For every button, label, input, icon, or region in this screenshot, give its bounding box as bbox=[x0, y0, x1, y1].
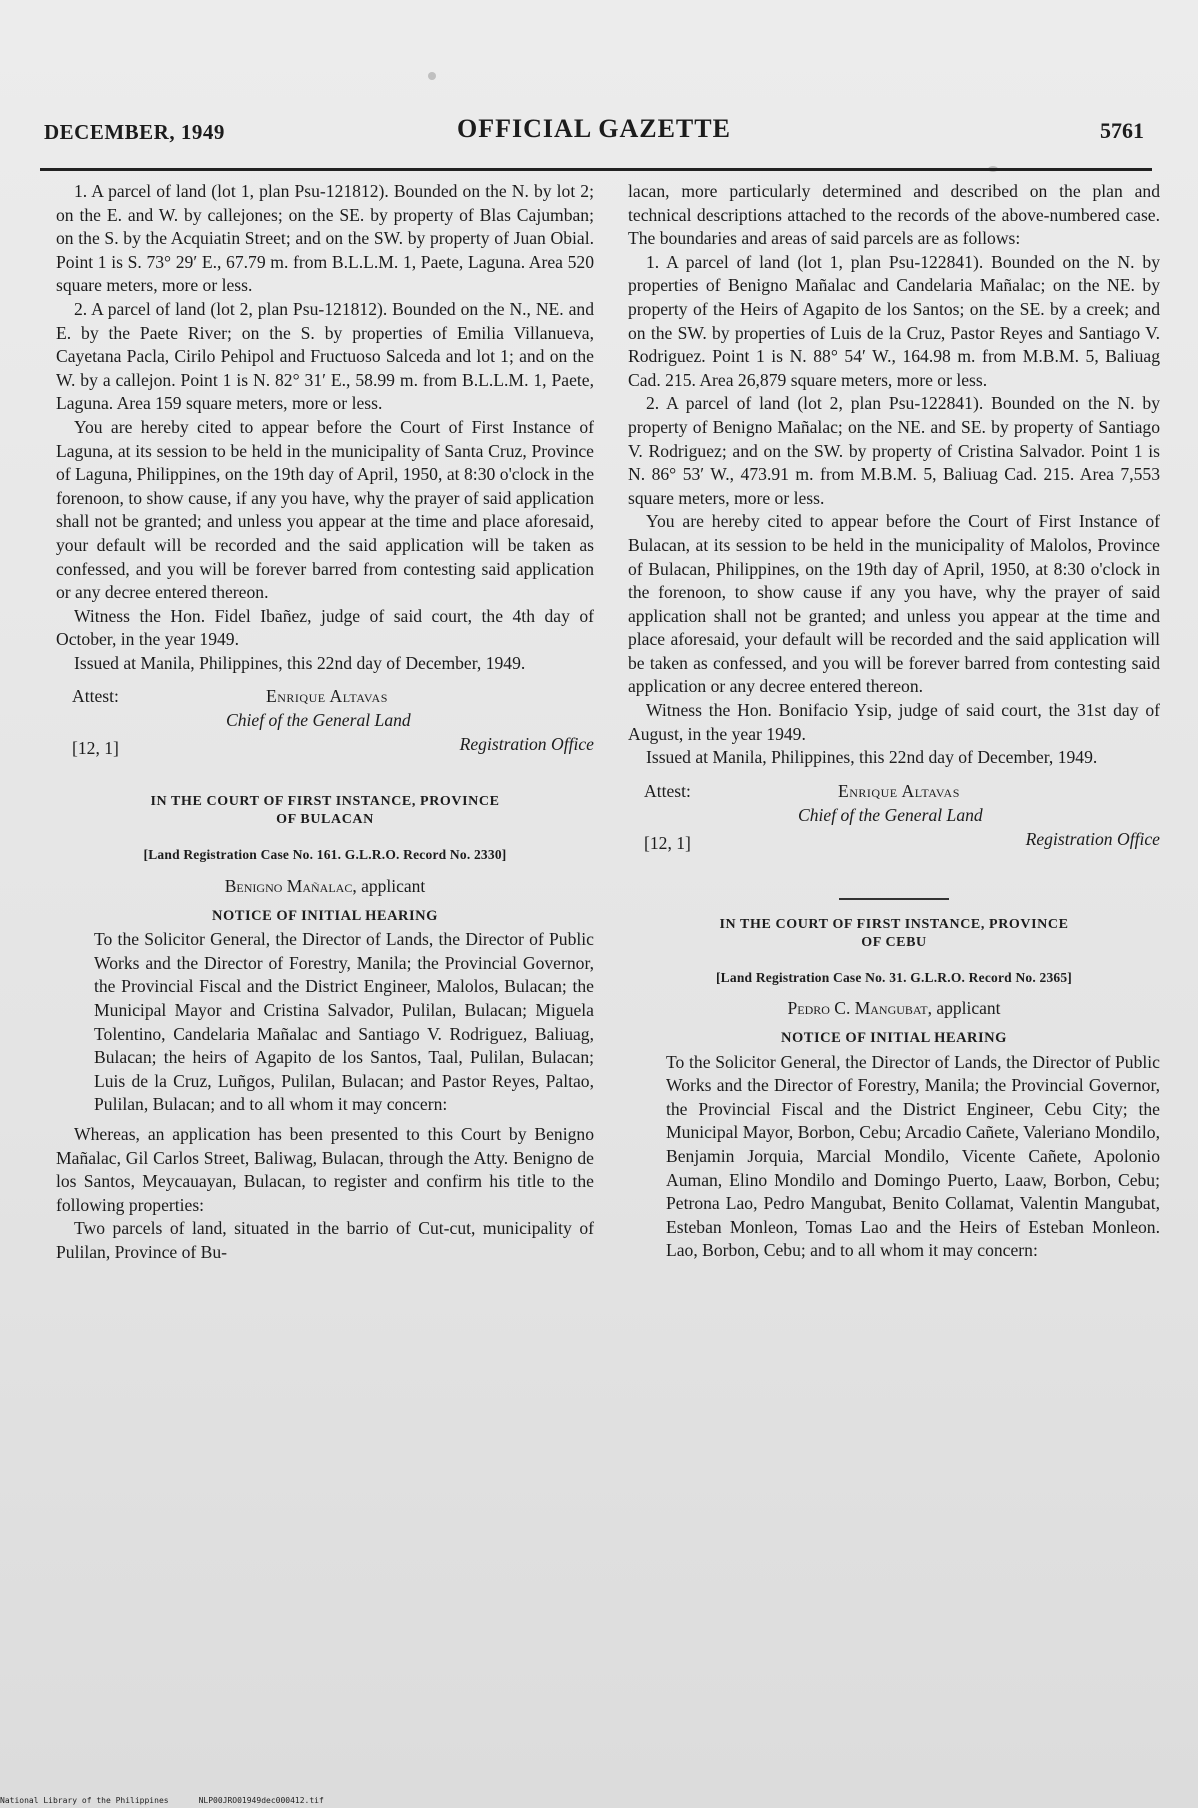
footer-file: NLP00JRO01949dec000412.tif bbox=[198, 1796, 324, 1805]
applicant-name: Pedro C. Mangubat bbox=[787, 998, 928, 1019]
left-column bbox=[56, 180, 594, 1265]
attest-label: Attest: bbox=[644, 780, 691, 801]
attestation bbox=[56, 683, 594, 783]
parcel-description: 2. A parcel of land (lot 2, plan Psu-122841). Bounded on the N. by property of Benigno Mañalac; on the NE. and SE. by property of Santiago V. Rodriguez; and on the SW. by property of Cristina Salvador. Point 1 is N. 86° 53′ W., 473.91 m. from M.B.M. 5, Baliuag Cad. 215. Area 7,553 square meters, more or less. bbox=[628, 393, 1160, 508]
issued-paragraph: Issued at Manila, Philippines, this 22nd day of December, 1949. bbox=[646, 747, 1098, 768]
court-heading-line-1: IN THE COURT OF FIRST INSTANCE, PROVINCE bbox=[150, 794, 500, 810]
court-heading-line-2: OF CEBU bbox=[861, 934, 927, 950]
case-number: [Land Registration Case No. 31. G.L.R.O. Record No. 2365] bbox=[715, 969, 1072, 985]
witness-paragraph: Witness the Hon. Fidel Ibañez, judge of said court, the 4th day of October, in the year 1949. bbox=[56, 605, 594, 650]
parcel-description: 1. A parcel of land (lot 1, plan Psu-121812). Bounded on the N. by lot 2; on the E. and W. by callejones; on the SE. by property of Blas Cajumban; on the S. by the Acquiatin Street; and on the SW. by property of Juan Obial. Point 1 is S. 73° 29′ E., 67.79 m. from B.L.L.M. 1, Paete, Laguna. Area 520 square meters, more or less. bbox=[56, 181, 594, 296]
court-heading-line-2: OF BULACAN bbox=[276, 812, 374, 828]
notice-title: NOTICE OF INITIAL HEARING bbox=[781, 1030, 1007, 1047]
application-paragraph: Whereas, an application has been presented to this Court by Benigno Mañalac, Gil Carlos Street, Baliwag, Bulacan, through the Atty. Benigno de los Santos, Meycauayan, Bulacan, to register and confirm his title to the following properties: bbox=[56, 1124, 594, 1215]
ink-smudge bbox=[428, 72, 436, 80]
citation-paragraph: You are hereby cited to appear before the Court of First Instance of Laguna, at its session to be held in the municipality of Santa Cruz, Province of Laguna, Philippines, on the 19th day of April, 1950, at 8:30 o'clock in the forenoon, to show cause, if any you have, why the prayer of said application shall not be granted; and unless you appear at the time and place aforesaid, your default will be recorded and the said application will be taken as confessed, and you will be forever barred from contesting said application or any decree entered thereon. bbox=[56, 416, 594, 603]
attest-title-line-1: Chief of the General Land bbox=[798, 804, 983, 825]
notice-addressees: To the Solicitor General, the Director of Lands, the Director of Public Works and the Director of Forestry, Manila; the Provincial Governor, the Provincial Fiscal and the District Engineer, Cebu City; the Municipal Mayor, Borbon, Cebu; Arcadio Cañete, Valeriano Mondilo, Benjamin Jorquia, Marcial Mondilo, Vicente Cañete, Apolonio Auman, Elino Mondilo and Domingo Puerto, Laaw, Borbon, Cebu; Petrona Lao, Pedro Mangubat, Benito Collamat, Valentin Mangubat, Esteban Monleon, Tomas Lao and the Heirs of Esteban Monleon. Lao, Borbon, Cebu; and to all whom it may concern: bbox=[666, 1051, 1160, 1261]
issue-reference: [12, 1] bbox=[644, 832, 691, 853]
notice-title: NOTICE OF INITIAL HEARING bbox=[212, 907, 438, 924]
applicant-line bbox=[628, 997, 1160, 1021]
attest-title-line-1: Chief of the General Land bbox=[226, 710, 411, 731]
issue-reference: [12, 1] bbox=[72, 738, 119, 759]
right-column bbox=[628, 180, 1160, 1263]
notice-addressees: To the Solicitor General, the Director of Lands, the Director of Public Works and the Director of Forestry, Manila; the Provincial Governor, the Provincial Fiscal and the District Engineer, Malolos, Bulacan; the Municipal Mayor and Cristina Salvador, Pulilan, Bulacan; Miguela Tolentino, Candelaria Mañalac and Santiago V. Rodriguez, Baliuag, Bulacan; the heirs of Agapito de los Santos, Taal, Pulilan, Bulacan; Luis de la Cruz, Luñgos, Pulilan, Bulacan; and Pastor Reyes, Paltao, Pulilan, Bulacan; and to all whom it may concern: bbox=[94, 929, 594, 1115]
page-header bbox=[38, 110, 1150, 160]
page-number: 5761 bbox=[1100, 118, 1144, 143]
witness-paragraph: Witness the Hon. Bonifacio Ysip, judge of said court, the 31st day of August, in the year 1949. bbox=[628, 700, 1160, 744]
attest-label: Attest: bbox=[72, 686, 119, 707]
attest-signatory: Enrique Altavas bbox=[838, 780, 960, 801]
applicant-name: Benigno Mañalac bbox=[224, 876, 353, 897]
publication-title: OFFICIAL GAZETTE bbox=[457, 114, 731, 143]
parcel-description: 1. A parcel of land (lot 1, plan Psu-122841). Bounded on the N. by properties of Benigno Mañalac and Candelaria Mañalac; on the NE. by property of the Heirs of Agapito de los Santos; on the SE. by a creek; and on the SW. by properties of Luis de la Cruz, Pastor Reyes and Santiago V. Rodriguez. Point 1 is N. 88° 54′ W., 164.98 m. from M.B.M. 5, Baliuag Cad. 215. Area 26,879 square meters, more or less. bbox=[628, 251, 1160, 390]
case-number: [Land Registration Case No. 161. G.L.R.O. Record No. 2330] bbox=[143, 847, 507, 863]
header-date: DECEMBER, 1949 bbox=[44, 120, 225, 144]
section-divider bbox=[839, 898, 949, 900]
attest-signatory: Enrique Altavas bbox=[266, 686, 388, 707]
scan-footer bbox=[0, 1796, 354, 1805]
applicant-suffix: , applicant bbox=[927, 998, 1001, 1019]
court-heading bbox=[56, 793, 594, 829]
applicant-line bbox=[56, 875, 594, 899]
attest-title-line-2: Registration Office bbox=[459, 734, 594, 755]
attestation bbox=[628, 778, 1160, 878]
applicant-suffix: , applicant bbox=[352, 876, 426, 897]
continuation-paragraph: lacan, more particularly determined and described on the plan and technical descriptions attached to the records of the above-numbered case. The boundaries and areas of said parcels are as follows: bbox=[628, 181, 1160, 249]
parcel-description: 2. A parcel of land (lot 2, plan Psu-121812). Bounded on the N., NE. and E. by the Paete River; on the S. by properties of Emilia Villanueva, Cayetana Pacla, Cirilo Pehipol and Fructuoso Salceda and lot 1; and on the W. by a callejon. Point 1 is N. 82° 31′ E., 58.99 m. from B.L.L.M. 1, Paete, Laguna. Area 159 square meters, more or less. bbox=[56, 298, 594, 414]
header-rule bbox=[40, 168, 1152, 171]
court-heading-line-1: IN THE COURT OF FIRST INSTANCE, PROVINCE bbox=[719, 916, 1069, 932]
court-heading bbox=[628, 916, 1160, 952]
attest-title-line-2: Registration Office bbox=[1025, 828, 1160, 849]
parcels-paragraph: Two parcels of land, situated in the barrio of Cut-cut, municipality of Pulilan, Province of Bu- bbox=[56, 1218, 594, 1262]
citation-paragraph: You are hereby cited to appear before the Court of First Instance of Bulacan, at its session to be held in the municipality of Malolos, Province of Bulacan, Philippines, on the 19th day of April, 1950, at 8:30 o'clock in the forenoon, to show cause if any you have, why the prayer of said application shall not be granted; and unless you appear at the time and place aforesaid, your default will be recorded and the said application will be taken as confessed, and you will be forever barred from contesting said application or any decree entered thereon. bbox=[628, 511, 1160, 697]
footer-source: National Library of the Philippines bbox=[0, 1796, 169, 1805]
issued-paragraph: Issued at Manila, Philippines, this 22nd day of December, 1949. bbox=[74, 652, 526, 673]
